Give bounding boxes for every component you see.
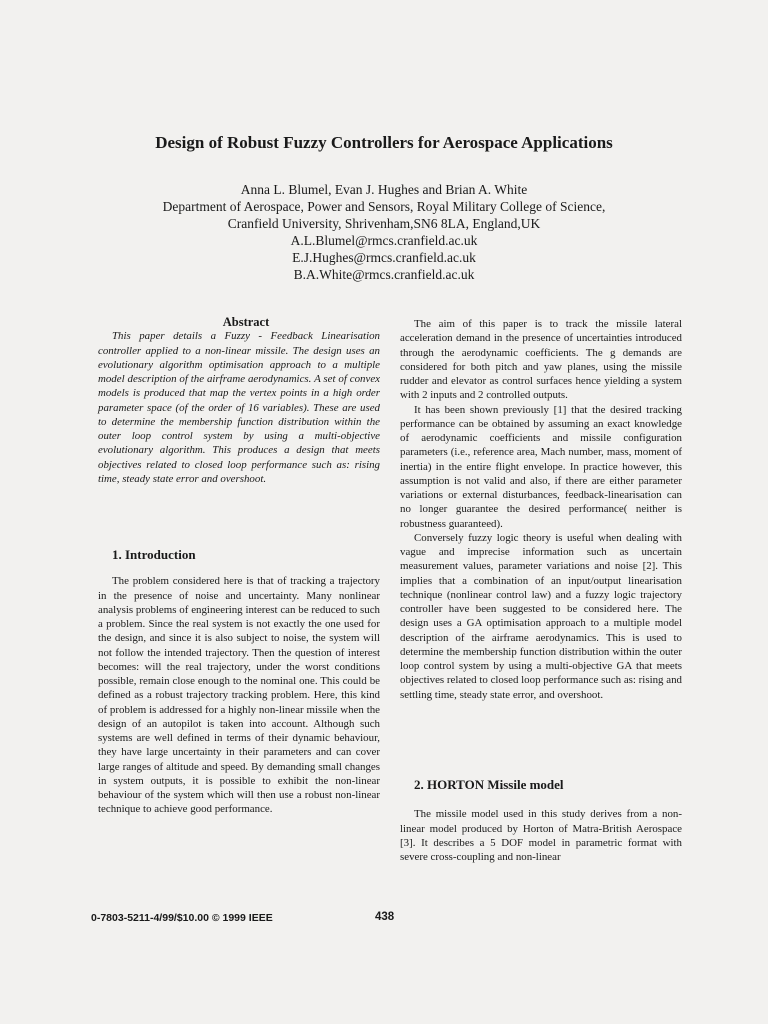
email-3: B.A.White@rmcs.cranfield.ac.uk [293, 267, 475, 282]
horton-paragraph: The missile model used in this study derives from a non-linear model produced by Horton of Matra-British Aerospace [3]. It describes a 5 DOF model in parametric format with severe cross-coupling and non-linear [400, 808, 682, 863]
abstract-heading: Abstract [222, 315, 270, 329]
fuzzy-logic-paragraph: Conversely fuzzy logic theory is useful when dealing with vague and imprecise information such as uncertain measurement values, parameter variations and noise [2]. This implies that a combination of an input/output linearisation technique (nonlinear control law) and a fuzzy logic trajectory controller have been suggested to be considered here. The design uses a GA optimisation approach to a multiple model description of the airframe aerodynamics. This is used to determine the membership function distribution within the outer loop control system by using a multi-objective GA that meets objectives related to closed loop performance such as: rising and settling time, steady state error, and overshoot. [400, 531, 682, 701]
abstract-text: This paper details a Fuzzy - Feedback Linearisation controller applied to a non-linear missile. The design uses an evolutionary algorithm optimisation approach to a multiple model description of the airframe aerodynamics. A set of convex models is produced that map the vertex points in a high order parameter space (of the order of 16 variables). These are used to determine the membership function distribution within the outer loop control system by using a multi-objective evolutionary algorithm. This produces a design that meets objectives related to closed loop performance such as: rising time, steady state error and overshoot. [98, 330, 380, 485]
email-1: A.L.Blumel@rmcs.cranfield.ac.uk [290, 233, 478, 248]
prior-work-paragraph: It has been shown previously [1] that the desired tracking performance can be obtained by assuming an exact knowledge of aerodynamic coefficients and missile configuration parameters (i.e., reference area, Mach number, mass, moment of inertia) in the entire flight envelope. In practice however, this assumption is not valid and also, if there are either parameter variations or external disturbances, feedback-linearisation can no longer guarantee the desired performance( neither is robustness guaranteed). [400, 403, 682, 530]
authors: Anna L. Blumel, Evan J. Hughes and Brian A. White [240, 182, 528, 197]
introduction-section [98, 548, 380, 817]
right-column-text [400, 317, 682, 702]
introduction-paragraph: The problem considered here is that of tracking a trajectory in the presence of noise and uncertainty. Many nonlinear analysis problems of engineering interest can be reduced to such a problem. Since the real system is not exactly the one used for the design, and since it is also subject to noise, the system will not follow the intended trajectory. Then the question of interest becomes: will the real trajectory, under the worst conditions possible, remain close enough to the nominal one. This could be defined as a robust trajectory tracking problem. Here, this kind of problem is addressed for a highly non-linear missile when the design of an autopilot is taken into account. Although such systems are well defined in terms of their dynamic behaviour, they have large uncertainty in their parameters and can cover large ranges of altitude and speed. By demanding small changes in system outputs, it is possible to exhibit the non-linear behaviour of the system which will then use a robust non-linear technique to achieve good performance. [98, 575, 380, 816]
copyright-footer: 0-7803-5211-4/99/$10.00 © 1999 IEEE [91, 912, 273, 924]
page-number: 438 [375, 911, 395, 923]
email-2: E.J.Hughes@rmcs.cranfield.ac.uk [292, 250, 476, 265]
author-block [0, 181, 768, 283]
paper-title: Design of Robust Fuzzy Controllers for Aerospace Applications [155, 133, 613, 152]
affiliation-line-2: Cranfield University, Shrivenham,SN6 8LA, England,UK [227, 216, 541, 231]
abstract-section [98, 315, 380, 486]
affiliation-line-1: Department of Aerospace, Power and Sensors, Royal Military College of Science, [162, 199, 606, 214]
horton-heading: 2. HORTON Missile model [414, 777, 564, 792]
horton-section [400, 778, 682, 864]
introduction-heading: 1. Introduction [112, 547, 196, 562]
aim-paragraph: The aim of this paper is to track the missile lateral acceleration demand in the presence of uncertainties introduced through the aerodynamic coefficients. The g demands are considered for both pitch and yaw planes, using the missile rudder and elevator as control surfaces hence yielding a system with 2 inputs and 2 controlled outputs. [400, 318, 682, 402]
